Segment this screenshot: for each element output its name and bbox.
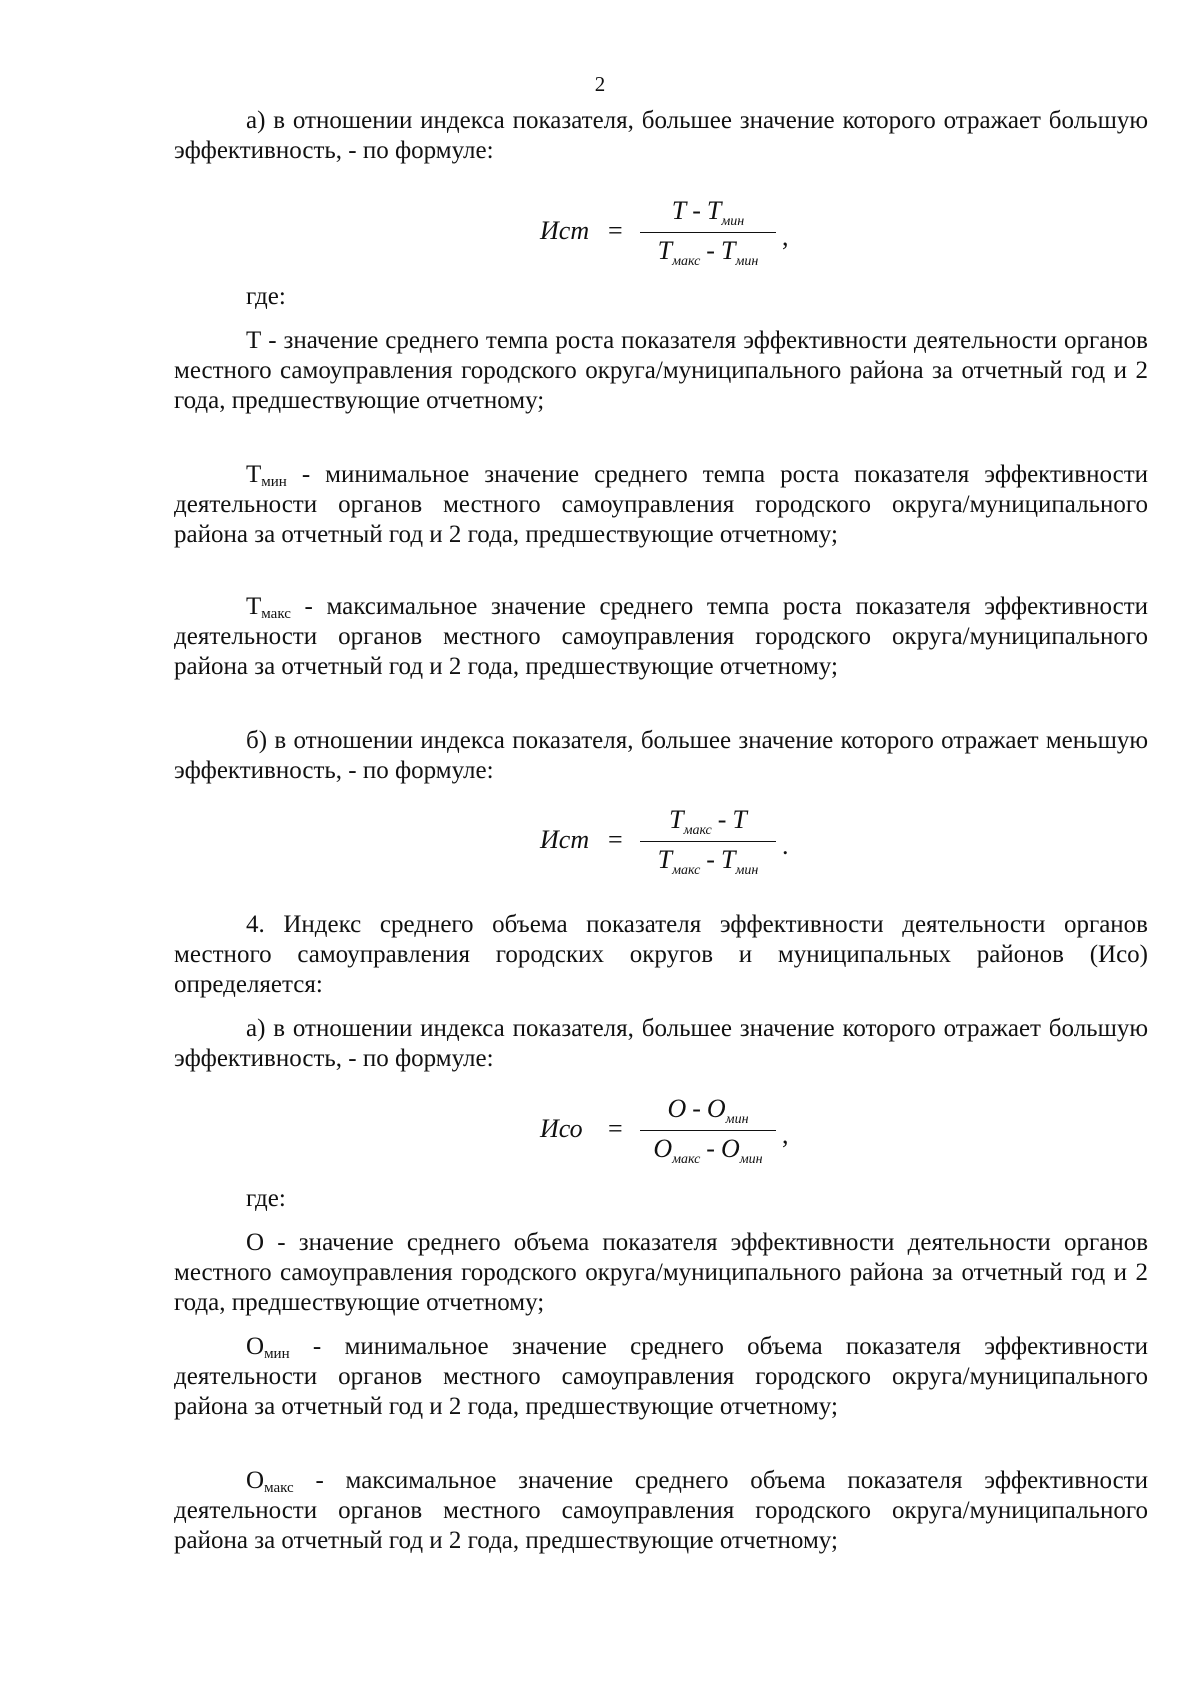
formula-punctuation: , <box>782 222 789 251</box>
formula-lhs: Ист <box>540 825 590 854</box>
formula-equals: = <box>608 825 623 854</box>
definition-o: О - значение среднего объема показателя эффективности деятельности органов местного самоуправления городского округа/муниципального района за отчетный год и 2 года, предшествующие отчетному; <box>174 1229 1148 1316</box>
formula-fraction <box>640 805 776 881</box>
formula-iso-direct <box>540 1094 800 1174</box>
paragraph-4a-intro: а) в отношении индекса показателя, большее значение которого отражает большую эффективность, - по формуле: <box>174 1015 1148 1072</box>
formula-fraction <box>640 1094 776 1170</box>
formula-denominator: $О_{макс} - О_{мин}$ <box>653 1134 763 1167</box>
definition-o-max: $О_{макс}$ - максимальное значение среднего объема показателя эффективности деятельности органов местного самоуправления городского округа/муниципального района за отчетный год и 2 года, предшествующие отчетному; <box>174 1467 1148 1554</box>
formula-numerator: О - $О_{мин}$ <box>667 1094 749 1127</box>
paragraph-b-intro: б) в отношении индекса показателя, большее значение которого отражает меньшую эффективность, - по формуле: <box>174 727 1148 784</box>
definition-o-min: $О_{мин}$ - минимальное значение среднего объема показателя эффективности деятельности органов местного самоуправления городского округа/муниципального района за отчетный год и 2 года, предшествующие отчетному; <box>174 1333 1148 1420</box>
where-label: где: <box>246 283 286 310</box>
paragraph-a-intro: а) в отношении индекса показателя, большее значение которого отражает большую эффективность, - по формуле: <box>174 107 1148 164</box>
formula-fraction <box>640 196 776 272</box>
formula-lhs: Исо <box>540 1114 583 1143</box>
fraction-bar <box>640 1130 776 1131</box>
fraction-bar <box>640 232 776 233</box>
formula-numerator: Т - $Т_{мин}$ <box>671 196 745 229</box>
formula-denominator: $Т_{макс} - Т_{мин}$ <box>657 236 759 269</box>
definition-t-min: $Т_{мин}$ - минимальное значение среднего темпа роста показателя эффективности деятельности органов местного самоуправления городского округа/муниципального района за отчетный год и 2 года, предшествующие отчетному; <box>174 461 1148 548</box>
page-number: 2 <box>594 72 606 96</box>
definition-t-max: $Т_{макс}$ - максимальное значение среднего темпа роста показателя эффективности деятельности органов местного самоуправления городского округа/муниципального района за отчетный год и 2 года, предшествующие отчетному; <box>174 593 1148 680</box>
paragraph-4: 4. Индекс среднего объема показателя эффективности деятельности органов местного самоуправления городских округов и муниципальных районов (Исо) определяется: <box>174 911 1148 998</box>
formula-ist-direct <box>540 196 800 276</box>
formula-equals: = <box>608 216 623 245</box>
where-label-2: где: <box>246 1185 286 1212</box>
formula-punctuation: . <box>782 831 789 860</box>
definition-t: Т - значение среднего темпа роста показателя эффективности деятельности органов местного самоуправления городского округа/муниципального района за отчетный год и 2 года, предшествующие отчетному; <box>174 327 1148 414</box>
formula-punctuation: , <box>782 1120 789 1149</box>
formula-denominator: $Т_{макс} - Т_{мин}$ <box>657 845 759 878</box>
formula-ist-inverse <box>540 805 800 885</box>
formula-equals: = <box>608 1114 623 1143</box>
fraction-bar <box>640 841 776 842</box>
formula-lhs: Ист <box>540 216 590 245</box>
formula-numerator: $Т_{макс}$ - Т <box>669 805 747 838</box>
